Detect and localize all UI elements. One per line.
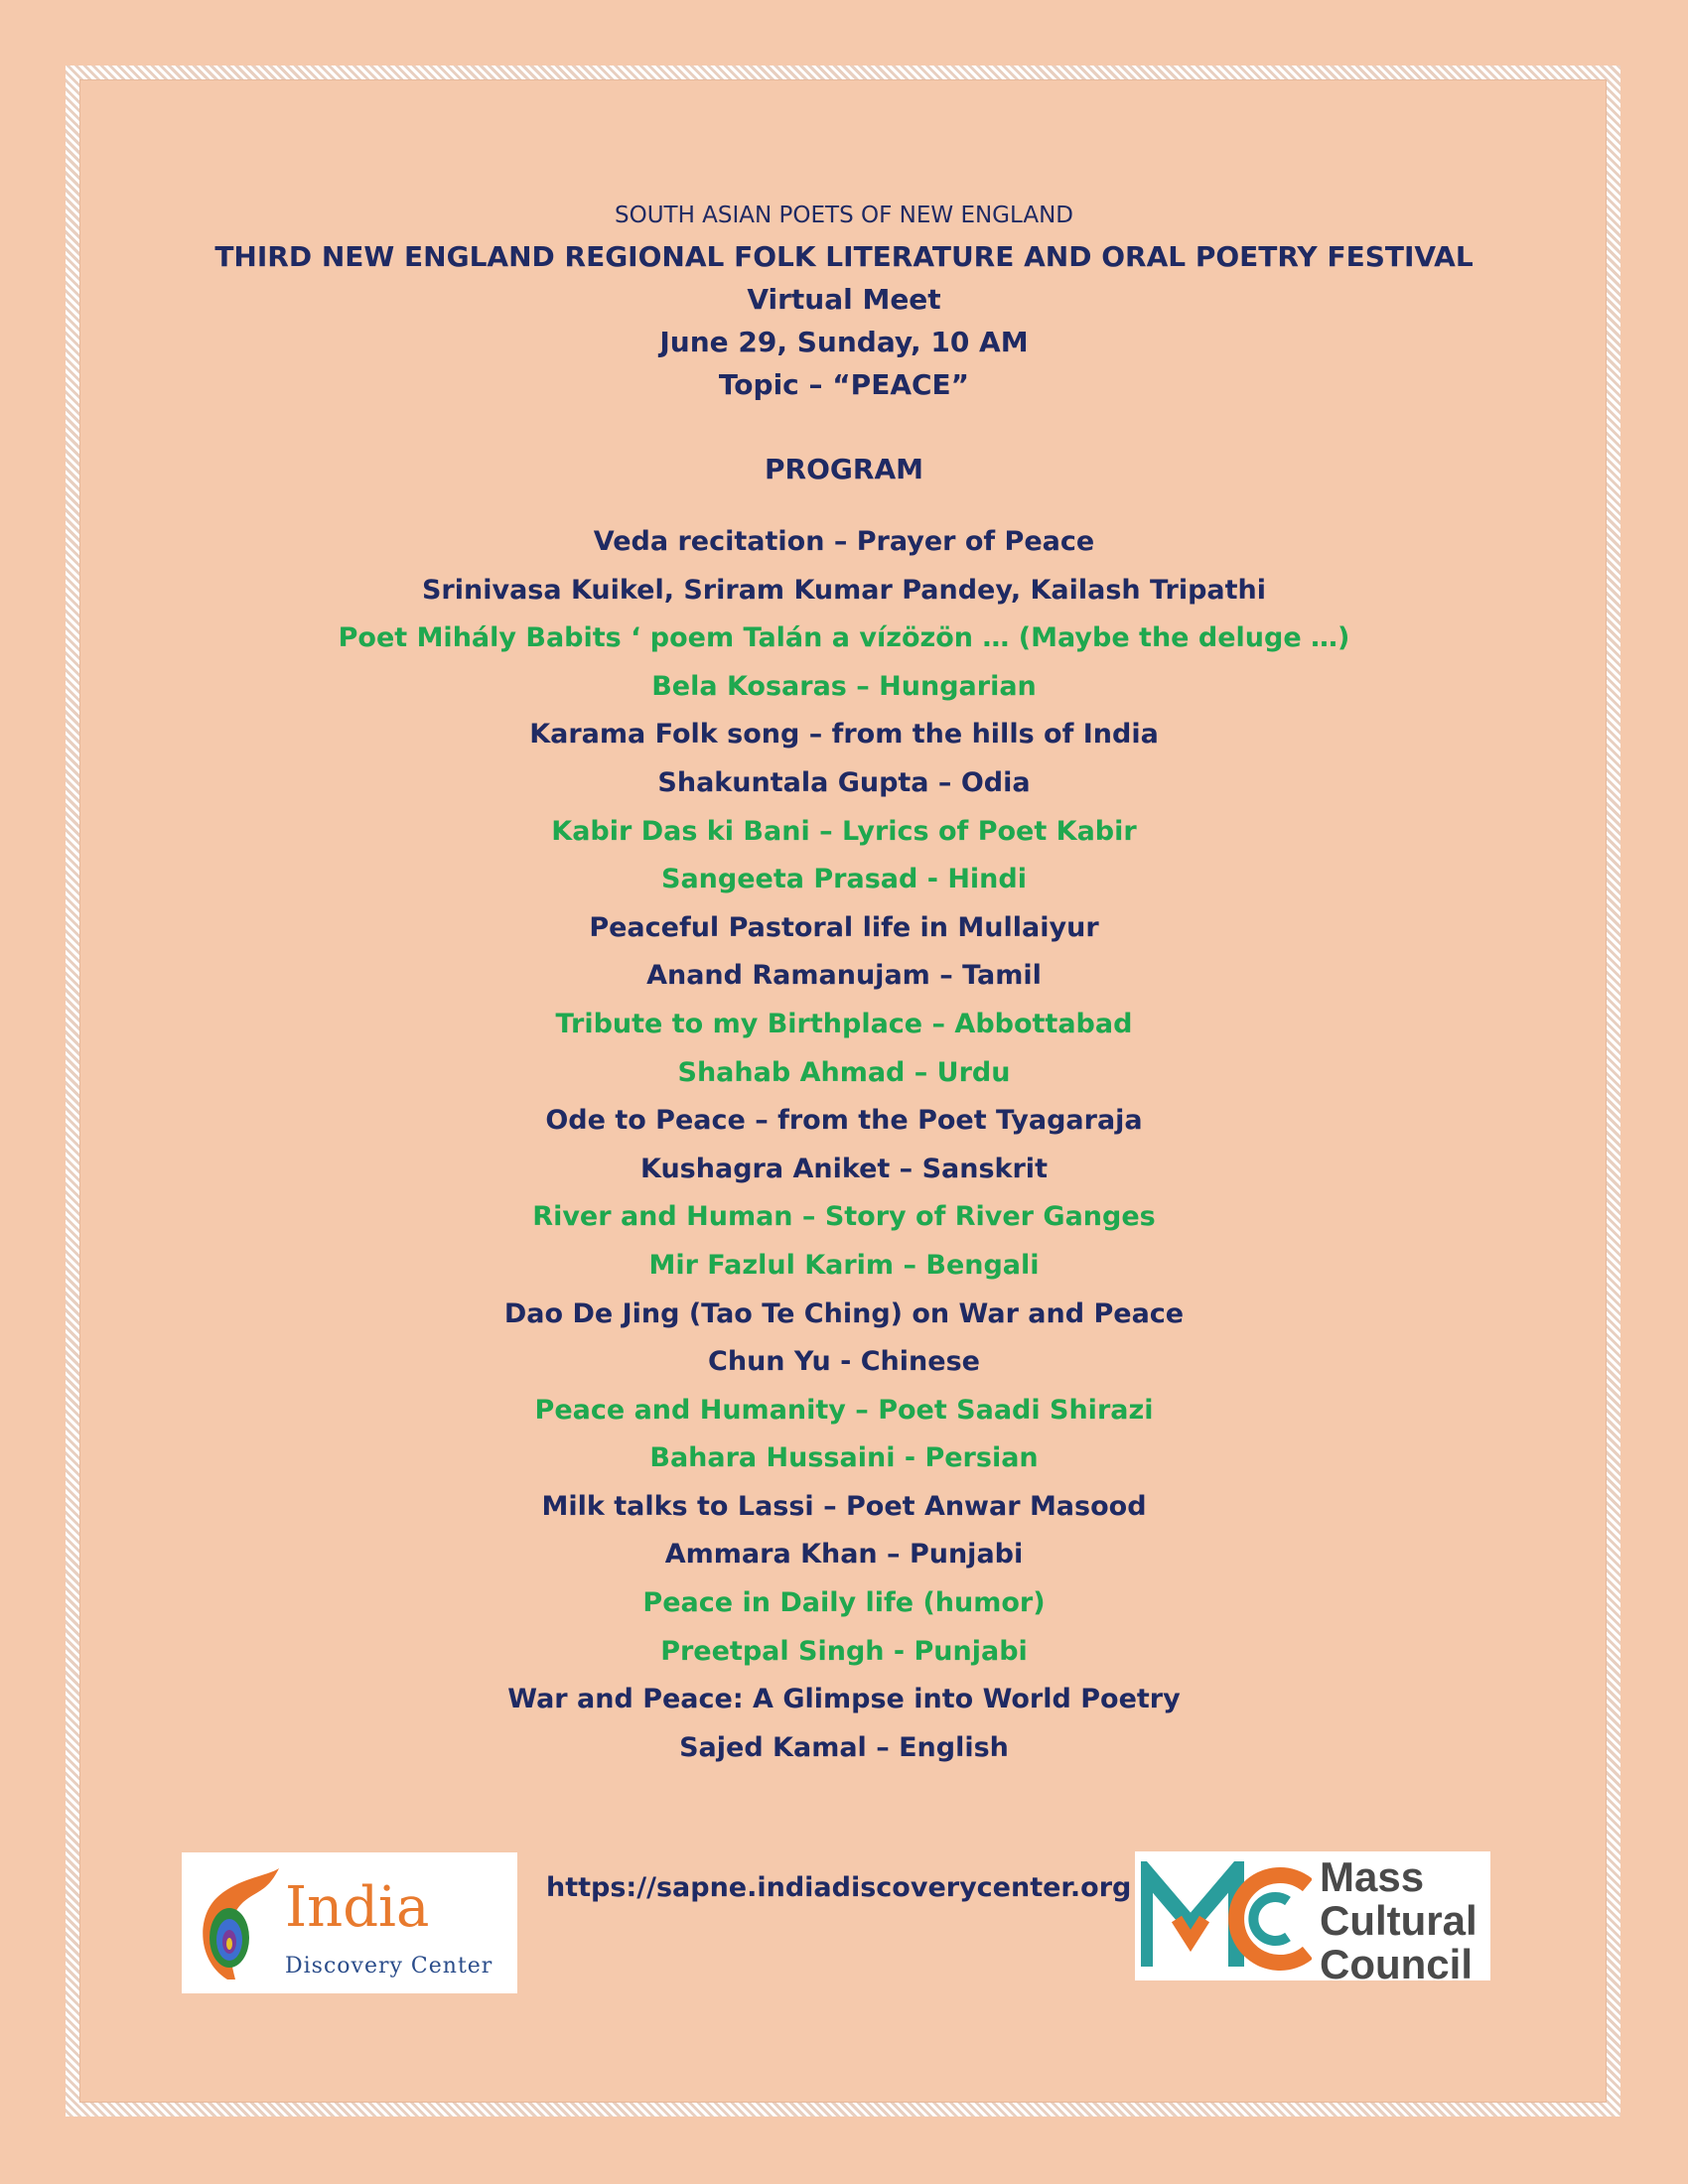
mcc-line-mass: Mass	[1320, 1853, 1425, 1900]
logo-india-text: India	[285, 1875, 430, 1940]
program-item: Tribute to my Birthplace – Abbottabad	[555, 1008, 1133, 1039]
program-item: Kabir Das ki Bani – Lyrics of Poet Kabir	[551, 815, 1137, 847]
mcc-text	[1320, 1855, 1477, 1980]
program-item: Ode to Peace – from the Poet Tyagaraja	[545, 1105, 1143, 1137]
website-url[interactable]: https://sapne.indiadiscoverycenter.org	[546, 1872, 1132, 1903]
program-item: Bahara Hussaini - Persian	[649, 1442, 1039, 1474]
program-item: Shahab Ahmad – Urdu	[677, 1056, 1011, 1088]
program-item: Chun Yu - Chinese	[708, 1346, 980, 1378]
program-item: Dao De Jing (Tao Te Ching) on War and Peace	[503, 1297, 1185, 1329]
mass-cultural-council-logo	[1135, 1851, 1490, 1980]
mcc-line-cultural: Cultural	[1320, 1897, 1477, 1944]
program-item: Poet Mihály Babits ‘ poem Talán a vízözön … (Maybe the deluge …)	[338, 622, 1350, 654]
program-item: Sangeeta Prasad - Hindi	[661, 864, 1027, 895]
logo-discovery-center-text: Discovery Center	[285, 1954, 493, 1979]
organization-name: SOUTH ASIAN POETS OF NEW ENGLAND	[614, 203, 1073, 228]
program-item: Karama Folk song – from the hills of India	[529, 719, 1159, 751]
festival-title: THIRD NEW ENGLAND REGIONAL FOLK LITERATURE AND ORAL POETRY FESTIVAL	[214, 240, 1474, 273]
flyer-content	[79, 79, 1609, 2105]
meet-type: Virtual Meet	[747, 283, 941, 316]
program-item: Peace and Humanity – Poet Saadi Shirazi	[534, 1394, 1154, 1426]
program-item: Anand Ramanujam – Tamil	[646, 960, 1042, 992]
event-topic: Topic – “PEACE”	[718, 368, 970, 401]
program-item: Shakuntala Gupta – Odia	[657, 766, 1031, 798]
program-item: Preetpal Singh - Punjabi	[660, 1635, 1028, 1667]
program-item: Milk talks to Lassi – Poet Anwar Masood	[541, 1490, 1147, 1522]
mc-monogram-icon	[1141, 1861, 1312, 1971]
program-list	[79, 518, 1609, 1772]
mcc-line-council: Council	[1320, 1941, 1473, 1980]
program-item: Peace in Daily life (humor)	[642, 1587, 1046, 1619]
program-item: Bela Kosaras – Hungarian	[651, 670, 1037, 702]
program-item: Veda recitation – Prayer of Peace	[593, 526, 1095, 557]
program-item: River and Human – Story of River Ganges	[532, 1201, 1156, 1233]
program-item: War and Peace: A Glimpse into World Poetry	[507, 1684, 1181, 1715]
program-item: Kushagra Aniket – Sanskrit	[640, 1153, 1048, 1184]
program-item: Mir Fazlul Karim – Bengali	[648, 1249, 1040, 1281]
program-item: Peaceful Pastoral life in Mullaiyur	[589, 911, 1099, 943]
program-item: Srinivasa Kuikel, Sriram Kumar Pandey, Kailash Tripathi	[421, 574, 1267, 606]
program-item: Ammara Khan – Punjabi	[664, 1539, 1024, 1570]
program-item: Sajed Kamal – English	[679, 1731, 1009, 1763]
event-date-time: June 29, Sunday, 10 AM	[659, 326, 1029, 358]
program-heading: PROGRAM	[765, 453, 923, 485]
india-discovery-center-logo	[182, 1852, 517, 1993]
peacock-feather-icon	[188, 1862, 283, 1985]
